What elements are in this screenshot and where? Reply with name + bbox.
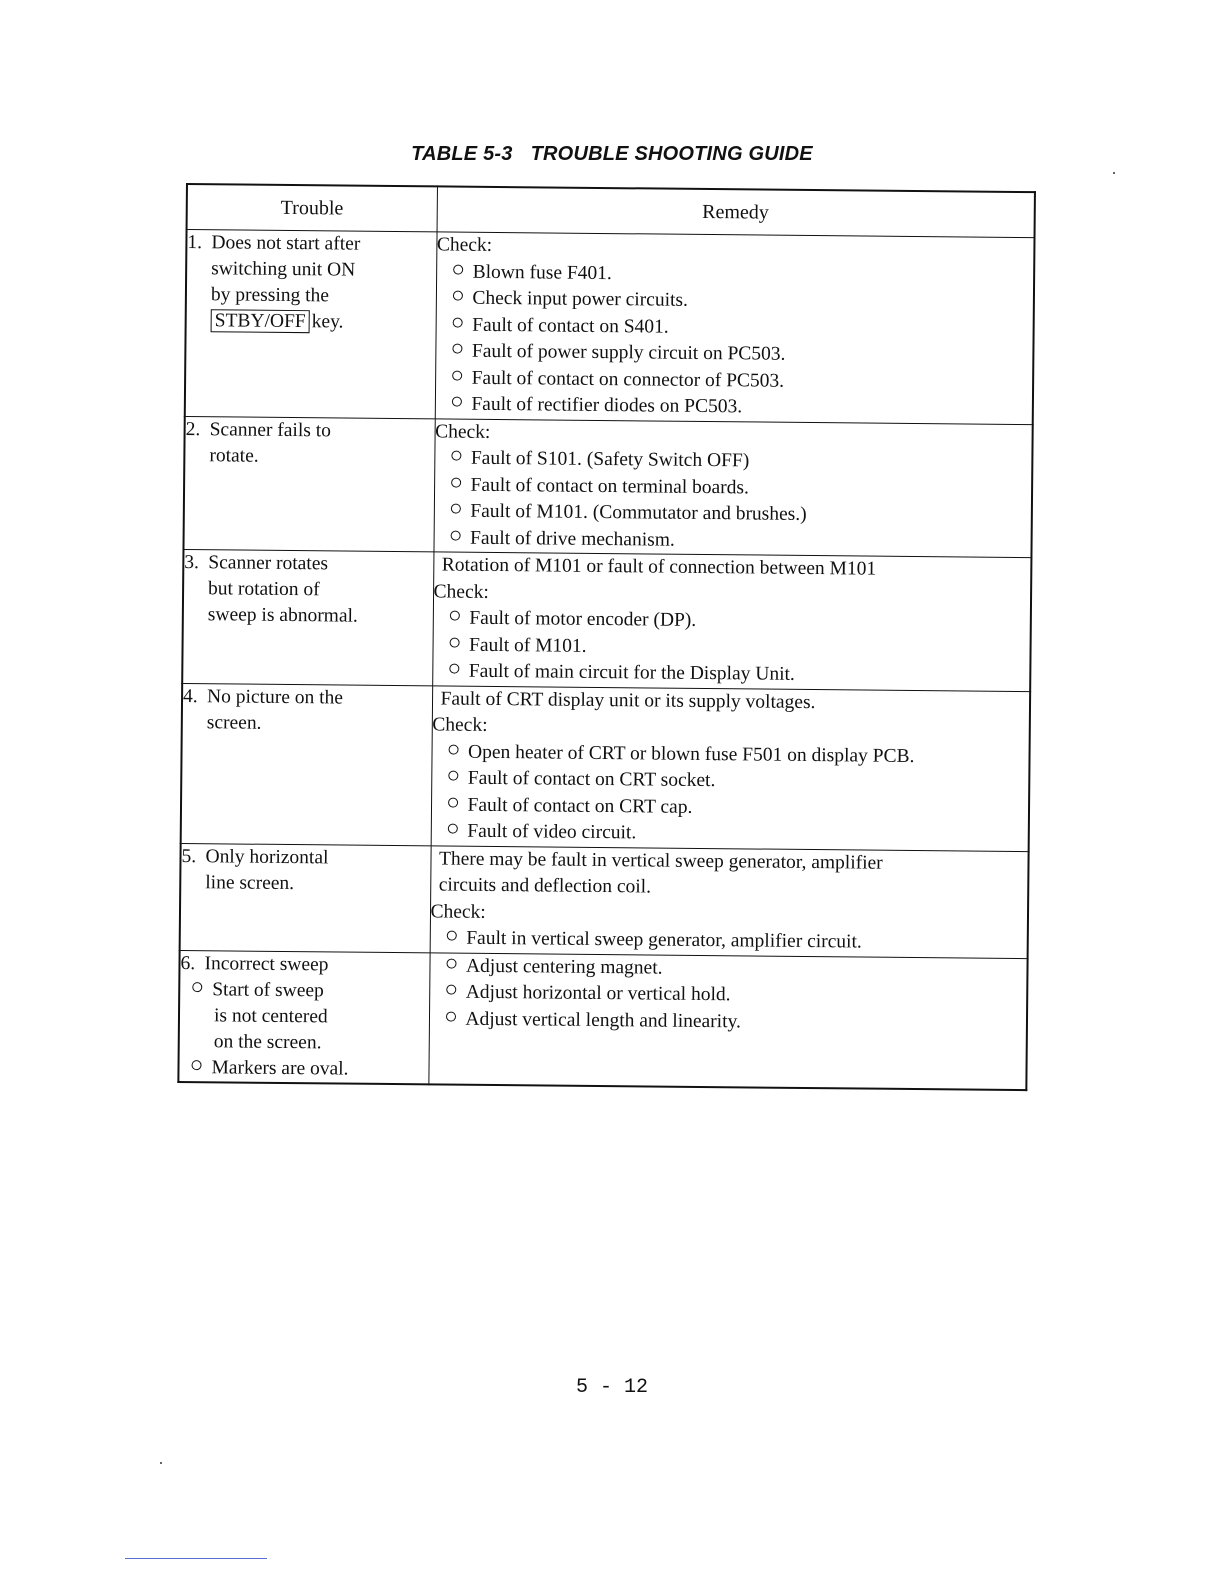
remedy-column-header: Remedy: [437, 186, 1035, 237]
trouble-text: on the screen.: [213, 1030, 322, 1053]
remedy-item: Fault of S101. (Safety Switch OFF): [470, 447, 750, 472]
circle-bullet-icon: [452, 344, 462, 354]
remedy-description: circuits and deflection coil.: [438, 874, 652, 898]
trouble-text: switching unit ON: [211, 258, 356, 281]
trouble-cell: [182, 549, 433, 685]
table-row: [183, 416, 1032, 558]
circle-bullet-icon: [451, 451, 461, 461]
trouble-text: is not centered: [213, 1004, 328, 1027]
row-number: 5.: [181, 845, 197, 867]
remedy-item: Fault in vertical sweep generator, amplifier circuit.: [466, 927, 862, 953]
table-row: [185, 230, 1035, 425]
row-number: 2.: [185, 418, 201, 440]
trouble-sub-item: Markers are oval.: [211, 1056, 349, 1080]
remedy-item: Adjust centering magnet.: [465, 955, 663, 979]
circle-bullet-icon: [449, 611, 459, 621]
remedy-item: Fault of power supply circuit on PC503.: [471, 340, 786, 365]
circle-bullet-icon: [446, 931, 456, 941]
row-number: 3.: [184, 552, 200, 574]
check-label: Check:: [433, 580, 489, 603]
remedy-item: Adjust horizontal or vertical hold.: [465, 981, 731, 1006]
remedy-item: Fault of M101.: [468, 634, 587, 657]
trouble-cell: [180, 843, 431, 952]
remedy-item: Fault of contact on terminal boards.: [470, 474, 750, 498]
trouble-text: Incorrect sweep: [204, 952, 329, 975]
circle-bullet-icon: [445, 1011, 455, 1021]
remedy-item: Fault of contact on CRT socket.: [467, 767, 716, 792]
remedy-item: Fault of video circuit.: [467, 820, 637, 844]
troubleshooting-table: [177, 183, 1036, 1091]
footer-rule: [125, 1558, 267, 1559]
remedy-item: Fault of contact on S401.: [472, 314, 669, 338]
trouble-cell: [185, 230, 437, 419]
remedy-item: Fault of contact on CRT cap.: [467, 794, 693, 818]
remedy-item: Fault of rectifier diodes on PC503.: [471, 393, 743, 418]
remedy-item: Fault of main circuit for the Display Unit.: [468, 660, 795, 685]
remedy-cell: [432, 552, 1031, 691]
circle-bullet-icon: [448, 744, 458, 754]
remedy-description: There may be fault in vertical sweep generator, amplifier: [438, 847, 883, 874]
trouble-text: Scanner fails to: [209, 418, 332, 441]
circle-bullet-icon: [450, 504, 460, 514]
circle-bullet-icon: [453, 264, 463, 274]
circle-bullet-icon: [449, 664, 459, 674]
table-row: [178, 950, 1027, 1090]
circle-bullet-icon: [191, 1060, 201, 1070]
remedy-item: Adjust vertical length and linearity.: [465, 1008, 742, 1032]
trouble-text: line screen.: [205, 871, 295, 894]
trouble-text: key.: [311, 311, 344, 333]
circle-bullet-icon: [447, 824, 457, 834]
page-number: 5 - 12: [575, 1376, 648, 1399]
circle-bullet-icon: [451, 397, 461, 407]
trouble-cell: [181, 683, 433, 845]
remedy-description: Fault of CRT display unit or its supply voltages.: [440, 687, 816, 713]
remedy-item: Fault of drive mechanism.: [470, 527, 675, 551]
trouble-text: No picture on the: [206, 685, 344, 709]
table-row: [182, 549, 1031, 691]
trouble-text: but rotation of: [208, 578, 320, 601]
trouble-text: rotate.: [209, 444, 259, 467]
remedy-item: Check input power circuits.: [472, 287, 689, 311]
remedy-cell: [428, 952, 1027, 1089]
trouble-column-header: Trouble: [187, 184, 437, 232]
circle-bullet-icon: [448, 797, 458, 807]
remedy-item: Fault of contact on connector of PC503.: [471, 367, 785, 392]
circle-bullet-icon: [449, 637, 459, 647]
scan-speck: [160, 1462, 162, 1464]
table-heading: TROUBLE SHOOTING GUIDE: [530, 143, 813, 165]
trouble-cell: [183, 416, 434, 552]
circle-bullet-icon: [450, 530, 460, 540]
table-header-row: [187, 184, 1035, 238]
row-number: 4.: [182, 685, 198, 707]
table-title: [0, 143, 1224, 166]
trouble-text: by pressing the: [210, 284, 330, 307]
remedy-item: Fault of motor encoder (DP).: [469, 607, 697, 631]
stby-off-key-label: STBY/OFF: [211, 309, 310, 333]
trouble-sub-item: Start of sweep: [212, 978, 324, 1001]
row-number: 1.: [187, 232, 203, 254]
trouble-text: screen.: [206, 711, 262, 734]
remedy-description: Rotation of M101 or fault of connection between M101: [441, 554, 877, 580]
remedy-cell: [435, 232, 1035, 424]
check-label: Check:: [436, 234, 493, 256]
trouble-text: Only horizontal: [205, 845, 329, 868]
circle-bullet-icon: [446, 985, 456, 995]
circle-bullet-icon: [192, 982, 202, 992]
remedy-cell: [430, 845, 1029, 958]
table-row: [180, 843, 1029, 958]
circle-bullet-icon: [452, 291, 462, 301]
check-label: Check:: [435, 420, 491, 443]
check-label: Check:: [432, 714, 488, 736]
remedy-item: Fault of M101. (Commutator and brushes.): [470, 500, 807, 525]
circle-bullet-icon: [448, 771, 458, 781]
circle-bullet-icon: [446, 958, 456, 968]
table-number: TABLE 5-3: [411, 143, 513, 165]
scan-speck: [1113, 172, 1115, 174]
check-label: Check:: [430, 900, 486, 923]
remedy-cell: [433, 418, 1032, 557]
circle-bullet-icon: [452, 317, 462, 327]
trouble-text: Does not start after: [211, 232, 361, 255]
table-row: [181, 683, 1030, 851]
row-number: 6.: [180, 952, 196, 974]
trouble-text: sweep is abnormal.: [207, 604, 358, 627]
remedy-cell: [431, 685, 1031, 851]
trouble-cell: [178, 950, 429, 1084]
remedy-item: Blown fuse F401.: [472, 261, 612, 284]
circle-bullet-icon: [452, 370, 462, 380]
remedy-item: Open heater of CRT or blown fuse F501 on display PCB.: [467, 741, 915, 767]
trouble-text: Scanner rotates: [208, 552, 329, 575]
circle-bullet-icon: [451, 477, 461, 487]
